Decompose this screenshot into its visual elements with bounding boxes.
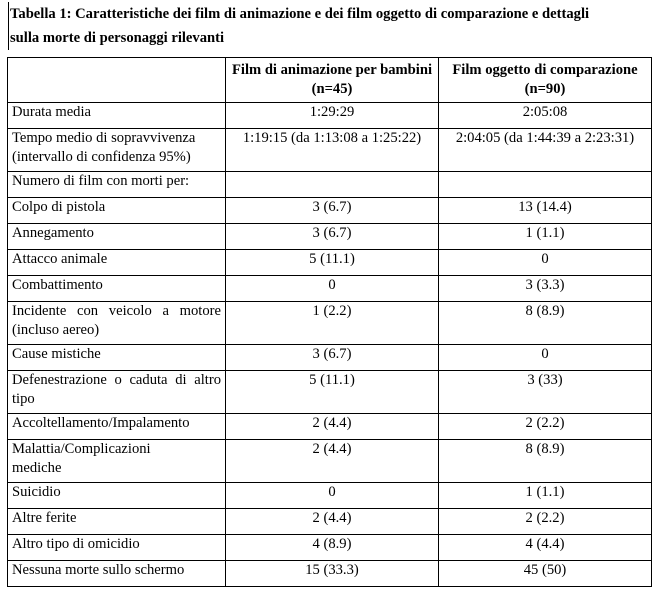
table-row: [8, 302, 652, 345]
comparison-value: 45 (50): [439, 561, 652, 587]
animation-value: 0: [226, 483, 439, 509]
table-row: [8, 345, 652, 371]
animation-value: 5 (11.1): [226, 371, 439, 414]
row-label: Defenestrazione o caduta di altro tipo: [8, 371, 226, 414]
table-row: [8, 440, 652, 483]
table-row: [8, 371, 652, 414]
row-label: Combattimento: [8, 276, 226, 302]
row-label: Altre ferite: [8, 509, 226, 535]
caption-line-1: Tabella 1: Caratteristiche dei film di animazione e dei film oggetto di comparazione e dettagli: [10, 6, 590, 22]
table-row: [8, 483, 652, 509]
animation-value: 4 (8.9): [226, 535, 439, 561]
row-label: Suicidio: [8, 483, 226, 509]
comparison-value: 8 (8.9): [439, 302, 652, 345]
comparison-value: 0: [439, 345, 652, 371]
comparison-value: 2 (2.2): [439, 414, 652, 440]
caption-line-2: sulla morte di personaggi rilevanti: [10, 30, 225, 46]
table-caption: [8, 2, 656, 50]
table-row: [8, 103, 652, 129]
comparison-value: 3 (33): [439, 371, 652, 414]
animation-value: 2 (4.4): [226, 509, 439, 535]
row-label: Durata media: [8, 103, 226, 129]
table-row: [8, 535, 652, 561]
animation-value: 15 (33.3): [226, 561, 439, 587]
row-label: Incidente con veicolo a motore (incluso aereo): [8, 302, 226, 345]
row-label: Malattia/Complicazioni mediche: [8, 440, 226, 483]
row-label: Numero di film con morti per:: [8, 172, 226, 198]
header-comparison: Film oggetto di comparazione (n=90): [439, 58, 652, 103]
row-label: Altro tipo di omicidio: [8, 535, 226, 561]
comparison-value: 1 (1.1): [439, 483, 652, 509]
table-row: [8, 561, 652, 587]
comparison-value: 8 (8.9): [439, 440, 652, 483]
animation-value: 3 (6.7): [226, 198, 439, 224]
row-label: Colpo di pistola: [8, 198, 226, 224]
comparison-value: 2 (2.2): [439, 509, 652, 535]
animation-value: 1 (2.2): [226, 302, 439, 345]
row-label: Accoltellamento/Impalamento: [8, 414, 226, 440]
table-row: [8, 414, 652, 440]
comparison-value: 2:04:05 (da 1:44:39 a 2:23:31): [439, 129, 652, 172]
animation-value: 1:29:29: [226, 103, 439, 129]
header-animation: Film di animazione per bambini (n=45): [226, 58, 439, 103]
animation-value: 1:19:15 (da 1:13:08 a 1:25:22): [226, 129, 439, 172]
animation-value: 2 (4.4): [226, 414, 439, 440]
animation-value: 0: [226, 276, 439, 302]
table-row: [8, 509, 652, 535]
animation-value: [226, 172, 439, 198]
table-row: [8, 172, 652, 198]
comparison-value: 1 (1.1): [439, 224, 652, 250]
comparison-value: 4 (4.4): [439, 535, 652, 561]
comparison-value: 2:05:08: [439, 103, 652, 129]
animation-value: 2 (4.4): [226, 440, 439, 483]
header-empty: [8, 58, 226, 103]
table-row: [8, 198, 652, 224]
animation-value: 5 (11.1): [226, 250, 439, 276]
table-row: [8, 129, 652, 172]
table-row: [8, 224, 652, 250]
comparison-value: [439, 172, 652, 198]
row-label: Tempo medio di sopravvivenza (intervallo di confidenza 95%): [8, 129, 226, 172]
comparison-value: 13 (14.4): [439, 198, 652, 224]
animation-value: 3 (6.7): [226, 345, 439, 371]
comparison-value: 0: [439, 250, 652, 276]
row-label: Cause mistiche: [8, 345, 226, 371]
table-row: [8, 250, 652, 276]
row-label: Annegamento: [8, 224, 226, 250]
deaths-table: [7, 57, 652, 587]
row-label: Nessuna morte sullo schermo: [8, 561, 226, 587]
table-row: [8, 276, 652, 302]
animation-value: 3 (6.7): [226, 224, 439, 250]
comparison-value: 3 (3.3): [439, 276, 652, 302]
header-row: [8, 58, 652, 103]
row-label: Attacco animale: [8, 250, 226, 276]
